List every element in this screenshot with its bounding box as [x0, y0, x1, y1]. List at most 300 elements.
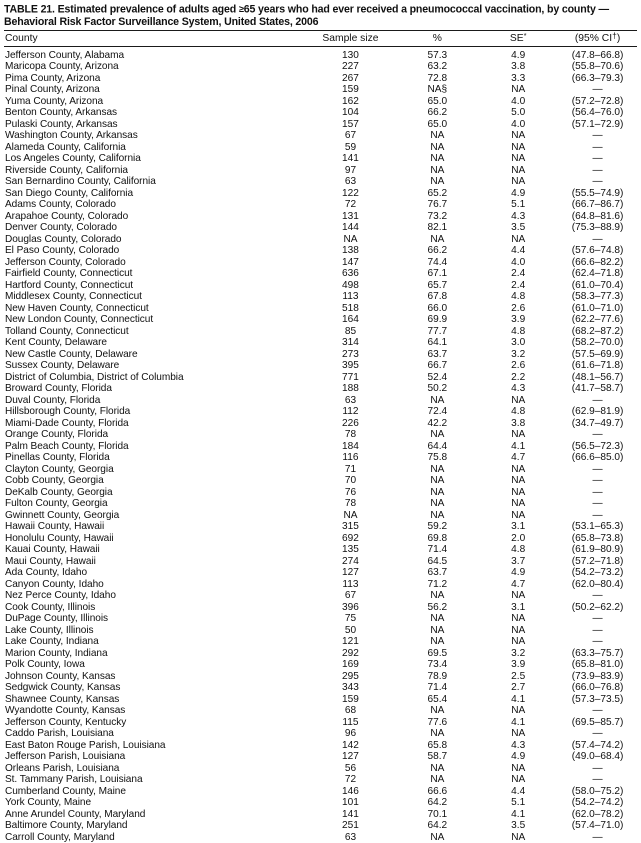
cell-ci: (62.0–80.4) [571, 578, 624, 590]
cell-percent: 65.0 [427, 118, 448, 130]
table-row [4, 257, 637, 269]
cell-county: DuPage County, Illinois [5, 613, 109, 625]
cell-county: Arapahoe County, Colorado [5, 210, 129, 222]
cell-sample-size: 67 [344, 590, 357, 602]
cell-county: East Baton Rouge Parish, Louisiana [5, 739, 166, 751]
table-row [4, 360, 637, 372]
table-title [4, 3, 637, 31]
cell-percent: NA [430, 636, 445, 648]
cell-se: 3.1 [511, 601, 526, 613]
cell-ci: (58.2–70.0) [571, 337, 624, 349]
cell-se: 5.1 [511, 199, 526, 211]
cell-county: Cook County, Illinois [5, 601, 96, 613]
cell-county: Honolulu County, Hawaii [5, 532, 114, 544]
cell-se: 3.9 [511, 659, 526, 671]
cell-ci: (65.8–73.8) [571, 532, 624, 544]
cell-county: Ada County, Idaho [5, 567, 88, 579]
cell-sample-size: 71 [344, 463, 357, 475]
cell-sample-size: 141 [342, 808, 359, 820]
cell-ci: (66.6–82.2) [571, 256, 624, 268]
cell-sample-size: 159 [342, 84, 359, 96]
cell-percent: NA [430, 153, 445, 165]
table-row [4, 717, 637, 729]
cell-county: New London County, Connecticut [5, 314, 154, 326]
table-row [4, 510, 637, 522]
cell-sample-size: 116 [342, 452, 359, 464]
table-row [4, 222, 637, 234]
cell-county: Pinellas County, Florida [5, 452, 110, 464]
cell-percent: 59.2 [427, 521, 448, 533]
cell-percent: 69.5 [427, 647, 448, 659]
cell-county: Miami-Dade County, Florida [5, 417, 129, 429]
cell-sample-size: 112 [342, 406, 359, 418]
cell-se: NA [511, 475, 526, 487]
table-body [4, 47, 637, 843]
cell-ci: — [592, 130, 603, 142]
cell-sample-size: 78 [344, 498, 357, 510]
cell-county: Hawaii County, Hawaii [5, 521, 105, 533]
cell-se: 4.3 [511, 383, 526, 395]
table-row [4, 751, 637, 763]
cell-percent: 64.2 [427, 797, 448, 809]
cell-ci: — [592, 705, 603, 717]
cell-sample-size: 67 [344, 130, 357, 142]
cell-sample-size: 127 [342, 567, 359, 579]
cell-ci: — [592, 176, 603, 188]
cell-sample-size: 159 [342, 693, 359, 705]
cell-sample-size: 395 [342, 360, 359, 372]
cell-sample-size: 692 [342, 532, 359, 544]
cell-county: District of Columbia, District of Columbia [5, 371, 184, 383]
cell-se: NA [511, 429, 526, 441]
table-row [4, 153, 637, 165]
cell-sample-size: 101 [342, 797, 359, 809]
cell-sample-size: 113 [342, 578, 359, 590]
table-row [4, 613, 637, 625]
cell-sample-size: 251 [342, 820, 359, 832]
table-row [4, 119, 637, 131]
cell-ci: (62.2–77.6) [571, 314, 624, 326]
cell-se: 4.0 [511, 256, 526, 268]
cell-ci: (64.8–81.6) [571, 210, 624, 222]
table-row [4, 544, 637, 556]
cell-percent: 63.7 [427, 348, 448, 360]
cell-percent: NA [430, 394, 445, 406]
cell-ci: (57.6–74.8) [571, 245, 624, 257]
cell-percent: 63.2 [427, 61, 448, 73]
cell-se: 5.0 [511, 107, 526, 119]
cell-se: 2.7 [511, 682, 526, 694]
cell-percent: 73.4 [427, 659, 448, 671]
greater-equal-symbol: ≥ [238, 4, 244, 14]
cell-ci: (56.5–72.3) [571, 440, 624, 452]
cell-percent: 70.1 [427, 808, 448, 820]
cell-county: Duval County, Florida [5, 394, 101, 406]
cell-sample-size: 498 [342, 279, 359, 291]
cell-percent: NA [430, 176, 445, 188]
cell-ci: (57.4–71.0) [571, 820, 624, 832]
table-row [4, 349, 637, 361]
cell-sample-size: 135 [342, 544, 359, 556]
cell-percent: 71.4 [427, 682, 448, 694]
cell-se: NA [511, 176, 526, 188]
column-header-se-label: SE [509, 33, 524, 45]
cell-percent: 65.7 [427, 279, 448, 291]
cell-county: St. Tammany Parish, Louisiana [5, 774, 143, 786]
cell-se: NA [511, 130, 526, 142]
table-row [4, 84, 637, 96]
cell-se: NA [511, 233, 526, 245]
cell-se: 4.1 [511, 440, 526, 452]
table-row [4, 406, 637, 418]
cell-ci: (66.7–86.7) [571, 199, 624, 211]
table-row [4, 291, 637, 303]
table-row [4, 682, 637, 694]
cell-percent: 66.0 [427, 302, 448, 314]
cell-county: Fulton County, Georgia [5, 498, 108, 510]
table-row [4, 774, 637, 786]
cell-ci: — [592, 164, 603, 176]
cell-ci: (54.2–74.2) [571, 797, 624, 809]
table-row [4, 96, 637, 108]
cell-percent: 75.8 [427, 452, 448, 464]
cell-se: 3.9 [511, 314, 526, 326]
cell-se: 3.2 [511, 348, 526, 360]
table-row [4, 763, 637, 775]
cell-sample-size: 96 [344, 728, 357, 740]
cell-sample-size: 127 [342, 751, 359, 763]
cell-se: 4.4 [511, 245, 526, 257]
cell-county: Polk County, Iowa [5, 659, 85, 671]
table-row [4, 429, 637, 441]
table-row [4, 395, 637, 407]
table-row [4, 142, 637, 154]
cell-sample-size: 72 [344, 774, 357, 786]
cell-se: 4.7 [511, 452, 526, 464]
cell-se: NA [511, 613, 526, 625]
cell-percent: NA§ [427, 84, 448, 96]
cell-se: 3.5 [511, 820, 526, 832]
cell-ci: (55.5–74.9) [571, 187, 624, 199]
cell-ci: (61.0–71.0) [571, 302, 624, 314]
cell-ci: (66.0–76.8) [571, 682, 624, 694]
table-row [4, 452, 637, 464]
table-row [4, 245, 637, 257]
cell-se: 2.2 [511, 371, 526, 383]
cell-percent: NA [430, 774, 445, 786]
cell-ci: — [592, 509, 603, 521]
table-row [4, 809, 637, 821]
cell-sample-size: 295 [342, 670, 359, 682]
cell-se: NA [511, 831, 526, 843]
cell-percent: 66.7 [427, 360, 448, 372]
cell-county: Washington County, Arkansas [5, 130, 138, 142]
cell-se: NA [511, 463, 526, 475]
cell-se: 2.4 [511, 268, 526, 280]
cell-percent: 56.2 [427, 601, 448, 613]
cell-county: DeKalb County, Georgia [5, 486, 113, 498]
cell-county: Pinal County, Arizona [5, 84, 100, 96]
table-row [4, 314, 637, 326]
cell-ci: (66.6–85.0) [571, 452, 624, 464]
cell-county: Fairfield County, Connecticut [5, 268, 133, 280]
cell-percent: NA [430, 613, 445, 625]
cell-percent: 69.9 [427, 314, 448, 326]
cell-county: San Diego County, California [5, 187, 134, 199]
cell-county: New Castle County, Delaware [5, 348, 138, 360]
table-row [4, 533, 637, 545]
cell-sample-size: 343 [342, 682, 359, 694]
cell-se: 3.8 [511, 417, 526, 429]
cell-se: NA [511, 624, 526, 636]
cell-percent: NA [430, 141, 445, 153]
cell-ci: (41.7–58.7) [571, 383, 624, 395]
table-row [4, 303, 637, 315]
cell-sample-size: NA [343, 233, 358, 245]
cell-county: Jefferson County, Colorado [5, 256, 126, 268]
cell-county: York County, Maine [5, 797, 92, 809]
cell-ci: — [592, 233, 603, 245]
cell-county: El Paso County, Colorado [5, 245, 120, 257]
cell-county: Wyandotte County, Kansas [5, 705, 126, 717]
cell-se: NA [511, 590, 526, 602]
cell-county: Jefferson County, Alabama [5, 49, 125, 61]
cell-sample-size: NA [343, 509, 358, 521]
cell-ci: — [592, 762, 603, 774]
table-row [4, 567, 637, 579]
table-row [4, 694, 637, 706]
cell-ci: — [592, 84, 603, 96]
cell-sample-size: 267 [342, 72, 359, 84]
cell-ci: (61.9–80.9) [571, 544, 624, 556]
cell-ci: — [592, 486, 603, 498]
cell-county: Jefferson Parish, Louisiana [5, 751, 126, 763]
cell-sample-size: 164 [342, 314, 359, 326]
cell-percent: 50.2 [427, 383, 448, 395]
cell-percent: 42.2 [427, 417, 448, 429]
cell-sample-size: 226 [342, 417, 359, 429]
cell-percent: NA [430, 486, 445, 498]
cell-county: Douglas County, Colorado [5, 233, 122, 245]
cell-se: 3.2 [511, 647, 526, 659]
cell-sample-size: 314 [342, 337, 359, 349]
cell-se: 4.8 [511, 544, 526, 556]
cell-sample-size: 63 [344, 831, 357, 843]
cell-county: Orange County, Florida [5, 429, 109, 441]
cell-sample-size: 68 [344, 705, 357, 717]
cell-se: NA [511, 141, 526, 153]
cell-percent: 71.4 [427, 544, 448, 556]
cell-sample-size: 147 [342, 256, 359, 268]
cell-county: Denver County, Colorado [5, 222, 117, 234]
cell-se: 4.0 [511, 95, 526, 107]
cell-sample-size: 63 [344, 176, 357, 188]
cell-county: New Haven County, Connecticut [5, 302, 149, 314]
table-row [4, 130, 637, 142]
cell-ci: (63.3–75.7) [571, 647, 624, 659]
table-row [4, 832, 637, 843]
column-header-ci-close: ) [616, 33, 621, 45]
cell-percent: 63.7 [427, 567, 448, 579]
table-row [4, 50, 637, 62]
cell-ci: (34.7–49.7) [571, 417, 624, 429]
cell-ci: — [592, 394, 603, 406]
cell-se: 4.0 [511, 118, 526, 130]
table-row [4, 786, 637, 798]
cell-percent: 71.2 [427, 578, 448, 590]
cell-county: Maui County, Hawaii [5, 555, 96, 567]
cell-percent: 64.4 [427, 440, 448, 452]
cell-ci: — [592, 429, 603, 441]
cell-se: 4.8 [511, 291, 526, 303]
cell-se: 3.0 [511, 337, 526, 349]
cell-sample-size: 162 [342, 95, 359, 107]
cell-ci: (55.8–70.6) [571, 61, 624, 73]
table-row [4, 475, 637, 487]
cell-ci: (62.9–81.9) [571, 406, 624, 418]
table-row [4, 326, 637, 338]
cell-sample-size: 142 [342, 739, 359, 751]
cell-ci: — [592, 463, 603, 475]
cell-se: 4.7 [511, 578, 526, 590]
cell-percent: 69.8 [427, 532, 448, 544]
table-row [4, 521, 637, 533]
cell-percent: NA [430, 463, 445, 475]
cell-percent: 64.2 [427, 820, 448, 832]
table-row [4, 211, 637, 223]
cell-sample-size: 78 [344, 429, 357, 441]
cell-county: Anne Arundel County, Maryland [5, 808, 146, 820]
cell-ci: — [592, 728, 603, 740]
cell-se: NA [511, 84, 526, 96]
cell-se: 4.9 [511, 567, 526, 579]
cell-ci: — [592, 475, 603, 487]
table-row [4, 199, 637, 211]
cell-se: 4.1 [511, 693, 526, 705]
table-row [4, 625, 637, 637]
cell-county: Middlesex County, Connecticut [5, 291, 142, 303]
cell-percent: 65.2 [427, 187, 448, 199]
cell-ci: (57.2–72.8) [571, 95, 624, 107]
cell-sample-size: 59 [344, 141, 357, 153]
cell-sample-size: 70 [344, 475, 357, 487]
cell-percent: NA [430, 509, 445, 521]
cell-ci: (62.4–71.8) [571, 268, 624, 280]
cell-percent: 82.1 [427, 222, 448, 234]
cell-se: 4.9 [511, 49, 526, 61]
table-row [4, 234, 637, 246]
table-row [4, 268, 637, 280]
cell-sample-size: 315 [342, 521, 359, 533]
cell-county: Shawnee County, Kansas [5, 693, 120, 705]
table-row [4, 498, 637, 510]
cell-percent: NA [430, 429, 445, 441]
table-row [4, 441, 637, 453]
cell-sample-size: 771 [342, 371, 359, 383]
cell-se: 5.1 [511, 797, 526, 809]
cell-sample-size: 138 [342, 245, 359, 257]
cell-percent: NA [430, 164, 445, 176]
cell-percent: NA [430, 498, 445, 510]
column-header-county: County [5, 33, 38, 45]
cell-percent: NA [430, 705, 445, 717]
cell-county: Pima County, Arizona [5, 72, 101, 84]
cell-percent: NA [430, 233, 445, 245]
cell-percent: 77.6 [427, 716, 448, 728]
table-row [4, 107, 637, 119]
cell-ci: (57.5–69.9) [571, 348, 624, 360]
cell-percent: 66.2 [427, 245, 448, 257]
table-row [4, 188, 637, 200]
cell-se: 2.6 [511, 360, 526, 372]
cell-sample-size: 144 [342, 222, 359, 234]
cell-se: 4.3 [511, 739, 526, 751]
cell-se: 4.4 [511, 785, 526, 797]
cell-se: 4.3 [511, 210, 526, 222]
table-row [4, 383, 637, 395]
cell-county: Johnson County, Kansas [5, 670, 116, 682]
cell-sample-size: 97 [344, 164, 357, 176]
cell-ci: (61.0–70.4) [571, 279, 624, 291]
cell-county: Broward County, Florida [5, 383, 112, 395]
cell-county: Pulaski County, Arkansas [5, 118, 118, 130]
cell-ci: (47.8–66.8) [571, 49, 624, 61]
cell-ci: (75.3–88.9) [571, 222, 624, 234]
table-row [4, 464, 637, 476]
table-row [4, 820, 637, 832]
table-title-line1-prefix: TABLE 21. Estimated prevalence of adults aged [4, 3, 239, 16]
table-row [4, 579, 637, 591]
cell-county: Cumberland County, Maine [5, 785, 126, 797]
cell-sample-size: 115 [342, 716, 359, 728]
cell-county: Lake County, Illinois [5, 624, 94, 636]
table-row [4, 61, 637, 73]
cell-sample-size: 122 [342, 187, 359, 199]
cell-se: NA [511, 498, 526, 510]
cell-ci: (73.9–83.9) [571, 670, 624, 682]
cell-percent: 52.4 [427, 371, 448, 383]
cell-ci: — [592, 774, 603, 786]
table-row [4, 671, 637, 683]
cell-county: Benton County, Arkansas [5, 107, 118, 119]
table-row [4, 590, 637, 602]
cell-county: San Bernardino County, California [5, 176, 156, 188]
cell-percent: 58.7 [427, 751, 448, 763]
cell-se: 3.3 [511, 72, 526, 84]
table-title-line2: Behavioral Risk Factor Surveillance System, United States, 2006 [4, 15, 319, 28]
cell-percent: 77.7 [427, 325, 448, 337]
cell-percent: NA [430, 475, 445, 487]
cell-percent: NA [430, 624, 445, 636]
cell-county: Lake County, Indiana [5, 636, 99, 648]
cell-sample-size: 76 [344, 486, 357, 498]
cell-ci: — [592, 831, 603, 843]
cell-percent: NA [430, 831, 445, 843]
cell-sample-size: 130 [342, 49, 359, 61]
cell-sample-size: 396 [342, 601, 359, 613]
table-row [4, 73, 637, 85]
cell-se: NA [511, 509, 526, 521]
cell-county: Sussex County, Delaware [5, 360, 120, 372]
cell-percent: 72.4 [427, 406, 448, 418]
cell-ci: (48.1–56.7) [571, 371, 624, 383]
cell-percent: 74.4 [427, 256, 448, 268]
cell-se: NA [511, 636, 526, 648]
cell-sample-size: 184 [342, 440, 359, 452]
cell-percent: NA [430, 762, 445, 774]
table-row [4, 740, 637, 752]
table-row [4, 602, 637, 614]
